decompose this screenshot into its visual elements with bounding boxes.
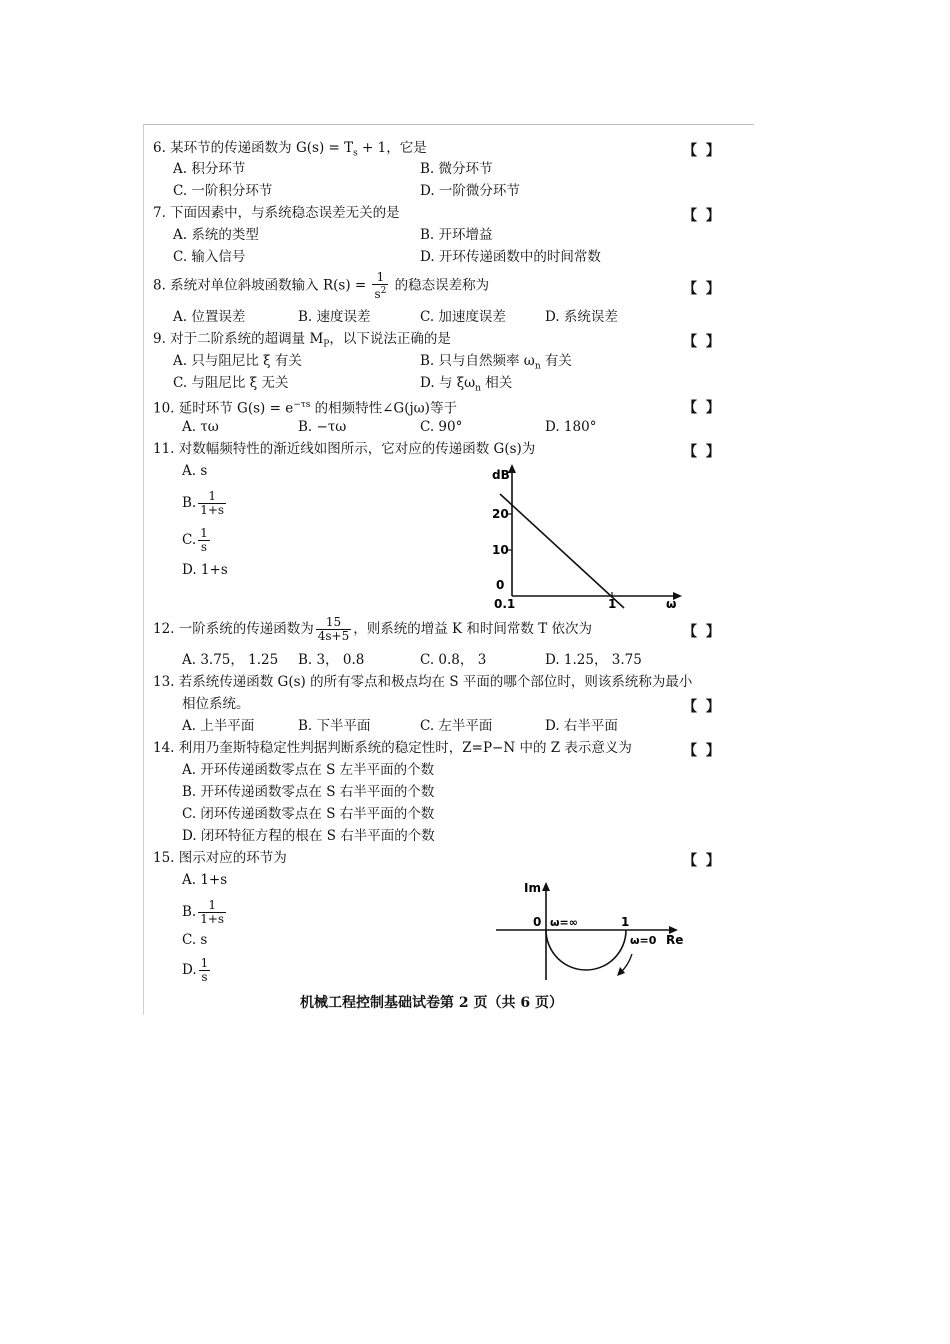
answer-bracket-q12[interactable]: 【 】 <box>683 624 722 640</box>
q9-option-a: A. 只与阻尼比 ξ 有关 <box>173 353 302 369</box>
one-label: 1 <box>621 915 630 929</box>
q12-option-c: C. 0.8， 3 <box>420 652 487 668</box>
q10-option-a: A. τω <box>182 419 219 435</box>
q6-option-a: A. 积分环节 <box>173 161 246 177</box>
q12-fraction: $\frac{15}{4s+5}$ <box>317 615 350 643</box>
im-axis-arrow <box>542 882 550 891</box>
q9-option-d: D. 与 $\xi\omega_n$ 相关 <box>420 375 513 394</box>
q10-option-c: C. 90° <box>420 419 463 435</box>
answer-bracket-q13[interactable]: 【 】 <box>683 699 722 715</box>
q10-option-d: D. 180° <box>545 419 597 435</box>
q8-option-c: C. 加速度误差 <box>420 309 506 325</box>
answer-bracket-q6[interactable]: 【 】 <box>683 143 722 159</box>
q8-fraction: $\frac{1}{s^2}$ <box>374 270 387 301</box>
q10-stem: 10. 延时环节 $G(s) = e^{-\tau s}$ 的相频特性∠G(jω)等于 <box>153 400 457 417</box>
nyquist-plot <box>490 876 690 986</box>
q11-option-c: C. $\frac{1}{s}$ <box>182 526 208 554</box>
y-axis-label: dB <box>492 468 510 482</box>
q15-option-d: D. $\frac{1}{s}$ <box>182 956 209 984</box>
q12-option-a: A. 3.75， 1.25 <box>182 652 279 668</box>
q7-option-a: A. 系统的类型 <box>173 227 259 243</box>
q13-stem-line2: 相位系统。 <box>182 696 250 712</box>
q7-stem: 7. 下面因素中，与系统稳态误差无关的是 <box>153 205 400 221</box>
q11-option-b: B. $\frac{1}{1+s}$ <box>182 489 225 517</box>
q14-stem: 14. 利用乃奎斯特稳定性判据判断系统的稳定性时，Z=P−N 中的 Z 表示意义为 <box>153 740 632 756</box>
q8-option-b: B. 速度误差 <box>298 309 371 325</box>
q7-option-b: B. 开环增益 <box>420 227 493 243</box>
q13-option-d: D. 右半平面 <box>545 718 618 734</box>
q14-option-d: D. 闭环特征方程的根在 S 右半平面的个数 <box>182 828 435 844</box>
q9-option-b: B. 只与自然频率 $\omega_n$ 有关 <box>420 353 572 372</box>
answer-bracket-q10[interactable]: 【 】 <box>683 400 722 416</box>
x-axis-label: ω <box>666 597 677 611</box>
tick-label-10: 10 <box>492 543 509 557</box>
answer-bracket-q7[interactable]: 【 】 <box>683 208 722 224</box>
q11-option-a: A. s <box>182 463 208 479</box>
q12-stem: 12. 一阶系统的传递函数为 $\frac{15}{4s+5}$ ，则系统的增益 K 和时间常数 T 依次为 <box>153 615 593 643</box>
tick-label-1: 1 <box>608 597 617 611</box>
q14-option-b: B. 开环传递函数零点在 S 右半平面的个数 <box>182 784 435 800</box>
origin-label: 0 <box>533 915 542 929</box>
asymptote-line <box>500 494 624 608</box>
page-footer: 机械工程控制基础试卷第 2 页（共 6 页） <box>300 995 563 1011</box>
tick-label-0.1: 0.1 <box>494 597 516 611</box>
q15-option-b: B. $\frac{1}{1+s}$ <box>182 898 225 926</box>
tick-label-20: 20 <box>492 507 509 521</box>
q6-option-b: B. 微分环节 <box>420 161 493 177</box>
q15-stem: 15. 图示对应的环节为 <box>153 850 287 866</box>
q12-option-d: D. 1.25， 3.75 <box>545 652 642 668</box>
q10-option-b: B. −τω <box>298 419 347 435</box>
q14-option-a: A. 开环传递函数零点在 S 左半平面的个数 <box>182 762 435 778</box>
nyquist-semicircle <box>546 930 626 970</box>
q13-stem-line1: 13. 若系统传递函数 G(s) 的所有零点和极点均在 S 平面的哪个部位时，则该系统称为最小 <box>153 674 693 690</box>
q7-option-d: D. 开环传递函数中的时间常数 <box>420 249 601 265</box>
q11-stem: 11. 对数幅频特性的渐近线如图所示，它对应的传递函数 G(s)为 <box>153 441 536 457</box>
q12-option-b: B. 3， 0.8 <box>298 652 365 668</box>
q8-option-d: D. 系统误差 <box>545 309 618 325</box>
q15-option-c: C. s <box>182 932 208 948</box>
im-label: Im <box>524 881 541 895</box>
answer-bracket-q8[interactable]: 【 】 <box>683 281 722 297</box>
answer-bracket-q14[interactable]: 【 】 <box>683 743 722 759</box>
q9-stem: 9. 对于二阶系统的超调量 $M_P$，以下说法正确的是 <box>153 331 451 350</box>
q11-option-d: D. 1+s <box>182 562 228 578</box>
q8-option-a: A. 位置误差 <box>173 309 246 325</box>
bode-magnitude-plot <box>480 462 690 612</box>
q8-stem: 8. 系统对单位斜坡函数输入 R(s) = $\frac{1}{s^2}$ 的稳态误差称为 <box>153 270 490 301</box>
omega-zero-label: ω=0 <box>630 934 657 947</box>
q6-option-c: C. 一阶积分环节 <box>173 183 273 199</box>
q13-option-c: C. 左半平面 <box>420 718 493 734</box>
answer-bracket-q11[interactable]: 【 】 <box>683 444 722 460</box>
re-label: Re <box>666 933 684 947</box>
omega-infinity-label: ω=∞ <box>550 916 578 929</box>
answer-bracket-q15[interactable]: 【 】 <box>683 853 722 869</box>
q14-option-c: C. 闭环传递函数零点在 S 右半平面的个数 <box>182 806 435 822</box>
q13-option-a: A. 上半平面 <box>182 718 255 734</box>
q6-stem: 6. 某环节的传递函数为 $G(s) = T_s + 1$，它是 <box>153 140 427 159</box>
q7-option-c: C. 输入信号 <box>173 249 246 265</box>
tick-label-0: 0 <box>496 578 505 592</box>
answer-bracket-q9[interactable]: 【 】 <box>683 334 722 350</box>
q6-option-d: D. 一阶微分环节 <box>420 183 520 199</box>
q9-option-c: C. 与阻尼比 ξ 无关 <box>173 375 289 391</box>
q15-option-a: A. 1+s <box>182 872 228 888</box>
q13-option-b: B. 下半平面 <box>298 718 371 734</box>
